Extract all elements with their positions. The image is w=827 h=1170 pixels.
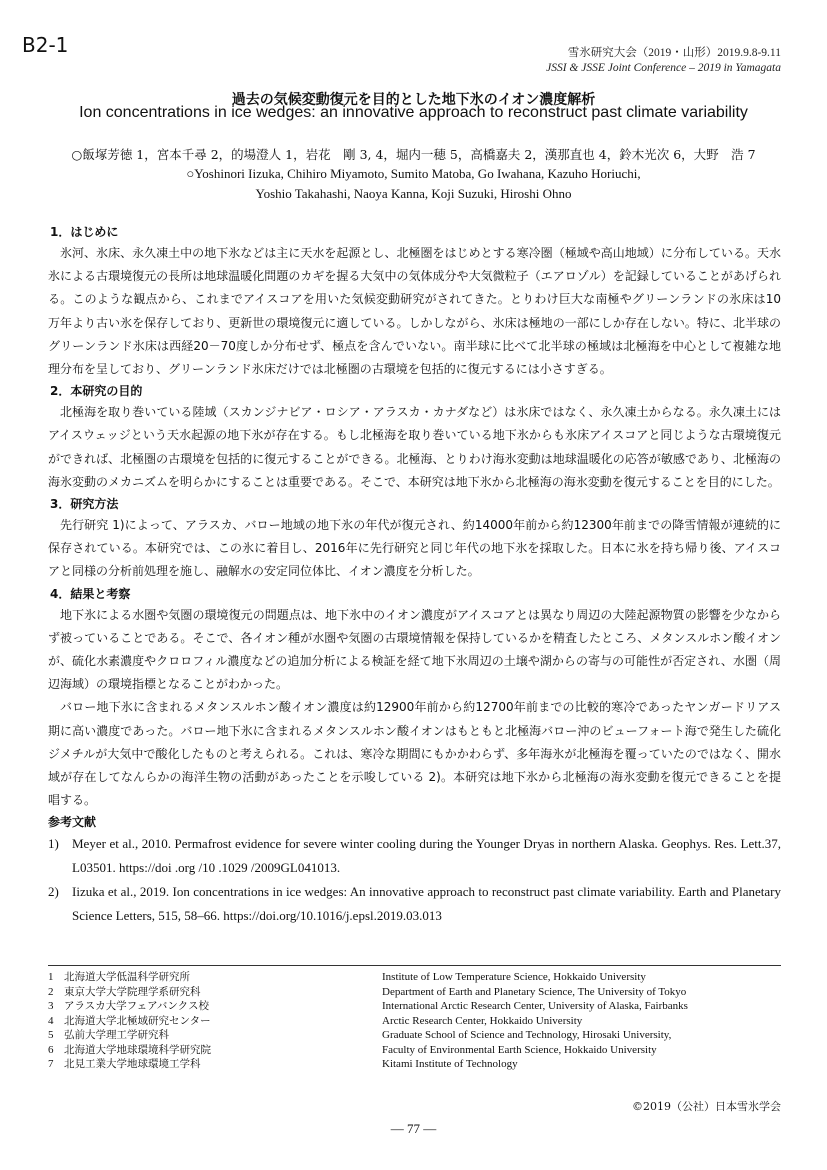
affiliation-number: 7: [48, 1058, 54, 1070]
affiliation-row: [48, 999, 781, 1014]
reference-item: [48, 832, 781, 880]
affiliation-japanese: 北海道大学地球環境科学研究院: [64, 1043, 211, 1056]
affiliation-number: 3: [48, 1000, 54, 1012]
affiliation-number: 6: [48, 1043, 54, 1056]
authors-japanese: ○飯塚芳徳 1，宮本千尋 2，的場澄人 1，岩花 剛 3, 4，堀内一穂 5，高橋嘉夫 2，漢那直也 4，鈴木光次 6，大野 浩 7: [71, 147, 756, 162]
title-english: Ion concentrations in ice wedges: an innovative approach to reconstruct past climate variability: [79, 104, 748, 121]
affiliation-row: [48, 985, 781, 1000]
affiliations-list: [48, 970, 781, 1072]
section-methods: [48, 494, 781, 584]
reference-text: Iizuka et al., 2019. Ion concentrations in ice wedges: An innovative approach to reconstruct past climate variability. Earth and Planetary Science Letters, 515, 58–66. https://doi.org/10.1016/j.epsl.2019.03.013: [72, 884, 781, 924]
affiliation-row: [48, 1028, 781, 1043]
affiliation-japanese: アラスカ大学フェアバンクス校: [64, 1000, 210, 1012]
footnote-divider: [48, 965, 781, 966]
conference-en: JSSI & JSSE Joint Conference – 2019 in Yamagata: [546, 62, 781, 74]
references: [48, 812, 781, 928]
reference-text: Meyer et al., 2010. Permafrost evidence for severe winter cooling during the Younger Dryas in northern Alaska. Geophys. Res. Lett.37, L03501. https://doi .org /10 .1029 /2009GL041013.: [72, 836, 781, 876]
affiliation-number: 1: [48, 971, 54, 983]
affiliation-japanese: 北海道大学北極域研究センター: [64, 1014, 211, 1027]
reference-number: 1): [48, 836, 59, 852]
conference-info: [421, 46, 781, 76]
section-heading: 3．研究方法: [50, 497, 119, 512]
affiliation-english: Kitami Institute of Technology: [382, 1058, 518, 1070]
affiliation-english: Department of Earth and Planetary Science, The University of Tokyo: [382, 985, 687, 998]
affiliation-english: Faculty of Environmental Earth Science, Hokkaido University: [382, 1043, 657, 1056]
section-heading: 2．本研究の目的: [50, 384, 143, 399]
section-objective: [48, 381, 781, 494]
section-results: [48, 584, 781, 813]
affiliation-number: 4: [48, 1014, 54, 1027]
paper-id: B2-1: [22, 33, 69, 57]
affiliation-japanese: 北海道大学低温科学研究所: [64, 971, 190, 983]
affiliation-row: [48, 1014, 781, 1029]
authors-english-line-1: ○Yoshinori Iizuka, Chihiro Miyamoto, Sumito Matoba, Go Iwahana, Kazuho Horiuchi,: [186, 166, 641, 181]
authors-english-line-2: Yoshio Takahashi, Naoya Kanna, Koji Suzuki, Hiroshi Ohno: [255, 186, 572, 201]
affiliation-row: [48, 1057, 781, 1072]
title-japanese: 過去の気候変動復元を目的とした地下氷のイオン濃度解析: [231, 92, 596, 108]
affiliation-japanese: 東京大学大学院理学系研究科: [64, 985, 201, 998]
affiliation-row: [48, 1043, 781, 1058]
section-paragraph: 先行研究 1)によって、アラスカ、バロー地域の地下氷の年代が復元され、約14000年前から約12300年前までの降雪情報が連続的に保存されている。本研究では、この氷に着目し、2016年に先行研究と同じ年代の地下氷を採取した。日本に氷を持ち帰り後、アイスコアと同様の分析前処理を施し、融解水の安定同位体比、イオン濃度を分析した。: [48, 518, 781, 579]
section-heading: 4．結果と考察: [50, 586, 131, 601]
authors-english: [40, 164, 787, 204]
affiliation-english: Institute of Low Temperature Science, Hokkaido University: [382, 971, 646, 983]
conference-ja: 雪氷研究大会（2019・山形）2019.9.8-9.11: [567, 47, 781, 59]
references-heading: 参考文献: [48, 815, 97, 830]
section-paragraph: 北極海を取り巻いている陸域（スカンジナビア・ロシア・アラスカ・カナダなど）は氷床ではなく、永久凍土からなる。永久凍土にはアイスウェッジという天水起源の地下氷が存在する。もし北極海を取り巻いている地下氷からも氷床アイスコアと同じような古環境復元ができれば、北極圏の古環境を包括的に復元することができる。北極海、とりわけ海氷変動は地球温暖化の応答が敏感であり、北極海の海氷変動のメカニズムを明らかにすることは重要である。そこで、本研究は地下氷から北極海の海氷変動を復元することを目的にした。: [48, 405, 781, 489]
reference-item: [48, 880, 781, 928]
affiliation-row: [48, 970, 781, 985]
reference-number: 2): [48, 884, 59, 900]
affiliation-japanese: 弘前大学理工学研究科: [64, 1029, 169, 1041]
affiliation-english: Arctic Research Center, Hokkaido University: [382, 1014, 583, 1027]
affiliation-english: Graduate School of Science and Technology, Hirosaki University,: [382, 1029, 672, 1041]
affiliation-number: 2: [48, 985, 54, 998]
page-number: — 77 —: [390, 1121, 437, 1136]
section-paragraph: 氷河、氷床、永久凍土中の地下氷などは主に天水を起源とし、北極圏をはじめとする寒冷圏（極域や高山地域）に分布している。天水氷による古環境復元の長所は地球温暖化問題のカギを握る大気中の気体成分や大気微粒子（エアロゾル）を記録していることがあげられる。このような観点から、これまでアイスコアを用いた気候変動研究がされてきた。とりわけ巨大な南極やグリーンランドの氷床は10万年より古い氷を保存しており、更新世の環境復元に適している。しかしながら、氷床は極地の一部にしか存在しない。特に、北半球のグリーンランド氷床は西経20－70度しか分布せず、極点を含んでいない。南半球に比べて北半球の極域は北極海を中心として複雑な地理分布を呈しており、グリーンランド氷床だけでは北極圏の古環境を包括的に復元するには小さすぎる。: [48, 246, 781, 377]
section-heading: 1．はじめに: [50, 225, 119, 239]
affiliation-english: International Arctic Research Center, University of Alaska, Fairbanks: [382, 1000, 688, 1012]
affiliation-number: 5: [48, 1029, 54, 1041]
section-paragraph: 地下氷による水圏や気圏の環境復元の問題点は、地下氷中のイオン濃度がアイスコアとは異なり周辺の大陸起源物質の影響を少なからず被っていることである。そこで、各イオン種が水圏や気圏の古環境情報を保持しているかを精査したところ、メタンスルホン酸イオンが、硫化水素濃度やクロロフィル濃度などの追加分析による検証を経て地下氷周辺の土壌や湖からの寄与の可能性が否定され、水圏（周辺海域）の環境指標となることがわかった。: [48, 607, 781, 692]
section-introduction: [48, 222, 781, 381]
copyright-notice: ©2019（公社）日本雪氷学会: [632, 1100, 781, 1113]
affiliation-japanese: 北見工業大学地球環境工学科: [64, 1058, 201, 1070]
paper-body: [48, 222, 781, 928]
section-paragraph: バロー地下氷に含まれるメタンスルホン酸イオン濃度は約12900年前から約12700年前までの比較的寒冷であったヤンガードリアス期に高い濃度であった。バロー地下氷に含まれるメタンスルホン酸イオンはもともと北極海バロー沖のビューフォート海で発生した硫化ジメチルが大気中で酸化したものと考えられる。これは、寒冷な期間にもかかわらず、多年海氷が北極海を覆っていたのではなく、開水域が存在してなんらかの海洋生物の活動があったことを示唆している 2)。本研究は地下氷から北極海の海氷変動を復元できることを提唱する。: [48, 700, 781, 808]
